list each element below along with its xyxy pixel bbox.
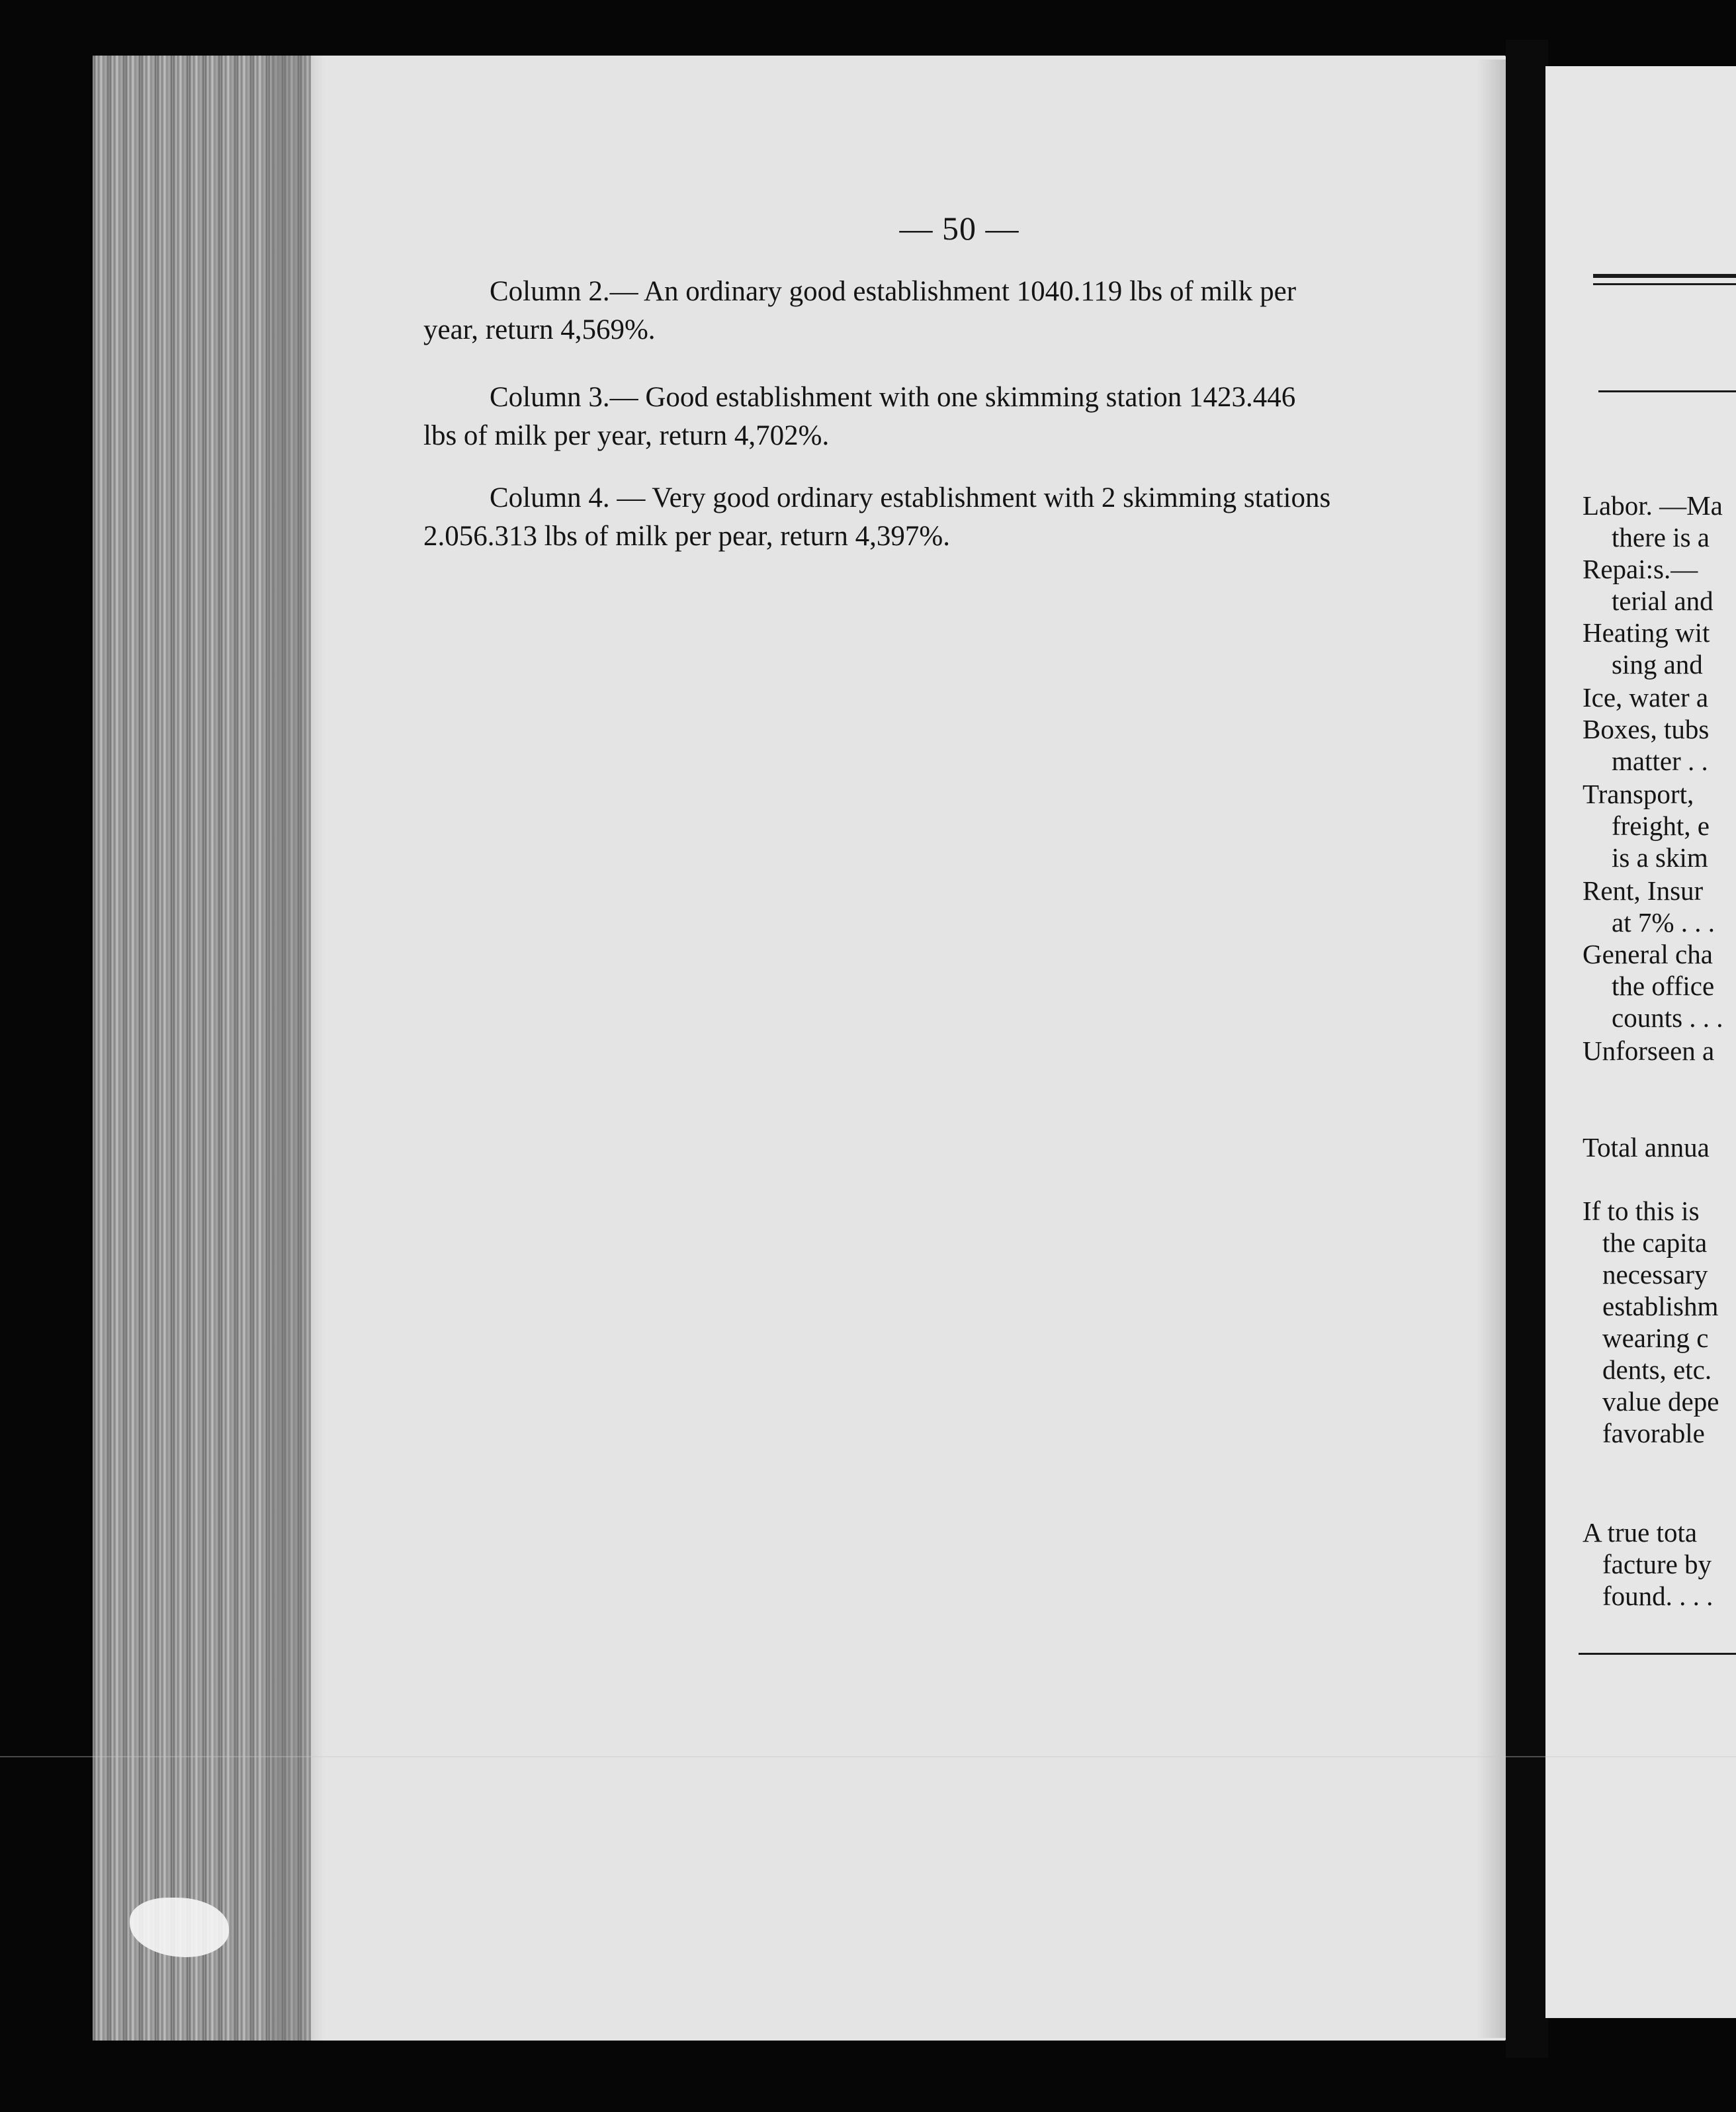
right-page-line: there is a (1612, 522, 1710, 552)
right-page-line: counts . . . (1612, 1002, 1723, 1033)
scan-artifact-line (0, 1756, 1736, 1757)
right-page-line: freight, e (1612, 811, 1710, 841)
right-page-line: Boxes, tubs (1583, 714, 1710, 744)
right-page-line: General cha (1583, 939, 1713, 969)
right-page-line: Repai:s.— (1583, 554, 1698, 584)
right-page-line: found. . . . (1602, 1581, 1714, 1611)
right-page-line: facture by (1602, 1549, 1712, 1579)
page-edge-shadow (271, 56, 324, 2041)
right-page-line: favorable (1602, 1418, 1705, 1448)
paragraph-column-3 (423, 378, 1469, 455)
right-page-line: A true tota (1583, 1517, 1698, 1548)
right-page-line: If to this is (1583, 1196, 1700, 1226)
right-page-line: Total annua (1583, 1132, 1710, 1163)
paragraph-line: lbs of milk per year, return 4,702%. (423, 420, 830, 451)
right-page-line: Rent, Insur (1583, 875, 1704, 906)
paragraph-line: 2.056.313 lbs of milk per pear, return 4,397%. (423, 521, 951, 552)
paragraph-line: Column 2.— An ordinary good establishment 1040.119 lbs of milk per (490, 276, 1297, 307)
right-page-line: Heating wit (1583, 617, 1710, 648)
right-page-line: Unforseen a (1583, 1035, 1715, 1066)
paragraph-column-4 (423, 479, 1469, 556)
right-page-line: dents, etc. (1602, 1354, 1712, 1385)
right-page-line: value depe (1602, 1386, 1719, 1417)
header-rule (1598, 390, 1736, 392)
paragraph-column-2 (423, 273, 1469, 349)
right-page-line: sing and (1612, 649, 1703, 680)
right-page-line: terial and (1612, 586, 1714, 616)
right-page-line: establishm (1602, 1291, 1719, 1321)
right-page-line: wearing c (1602, 1323, 1709, 1353)
right-page-line: the office (1612, 971, 1715, 1001)
right-page-line: Ice, water a (1583, 682, 1709, 713)
right-page-line: Transport, (1583, 779, 1694, 809)
right-page-line: is a skim (1612, 842, 1708, 873)
footer-rule (1579, 1653, 1736, 1655)
header-double-rule (1593, 274, 1736, 278)
page-number: — 50 — (899, 210, 1020, 247)
right-page-line: the capita (1602, 1227, 1708, 1258)
paragraph-line: Column 3.— Good establishment with one skimming station 1423.446 (490, 382, 1296, 413)
paragraph-line: year, return 4,569%. (423, 314, 656, 345)
right-page-line: at 7% . . . (1612, 907, 1715, 938)
right-page-line: necessary (1602, 1259, 1708, 1290)
right-page-line: Labor. —Ma (1583, 490, 1723, 521)
right-page-line: matter . . (1612, 746, 1708, 776)
page-fold-shadow (1477, 60, 1510, 2038)
book-gutter (1506, 40, 1548, 2058)
header-double-rule (1593, 283, 1736, 285)
paragraph-line: Column 4. — Very good ordinary establishment with 2 skimming stations (490, 482, 1331, 513)
